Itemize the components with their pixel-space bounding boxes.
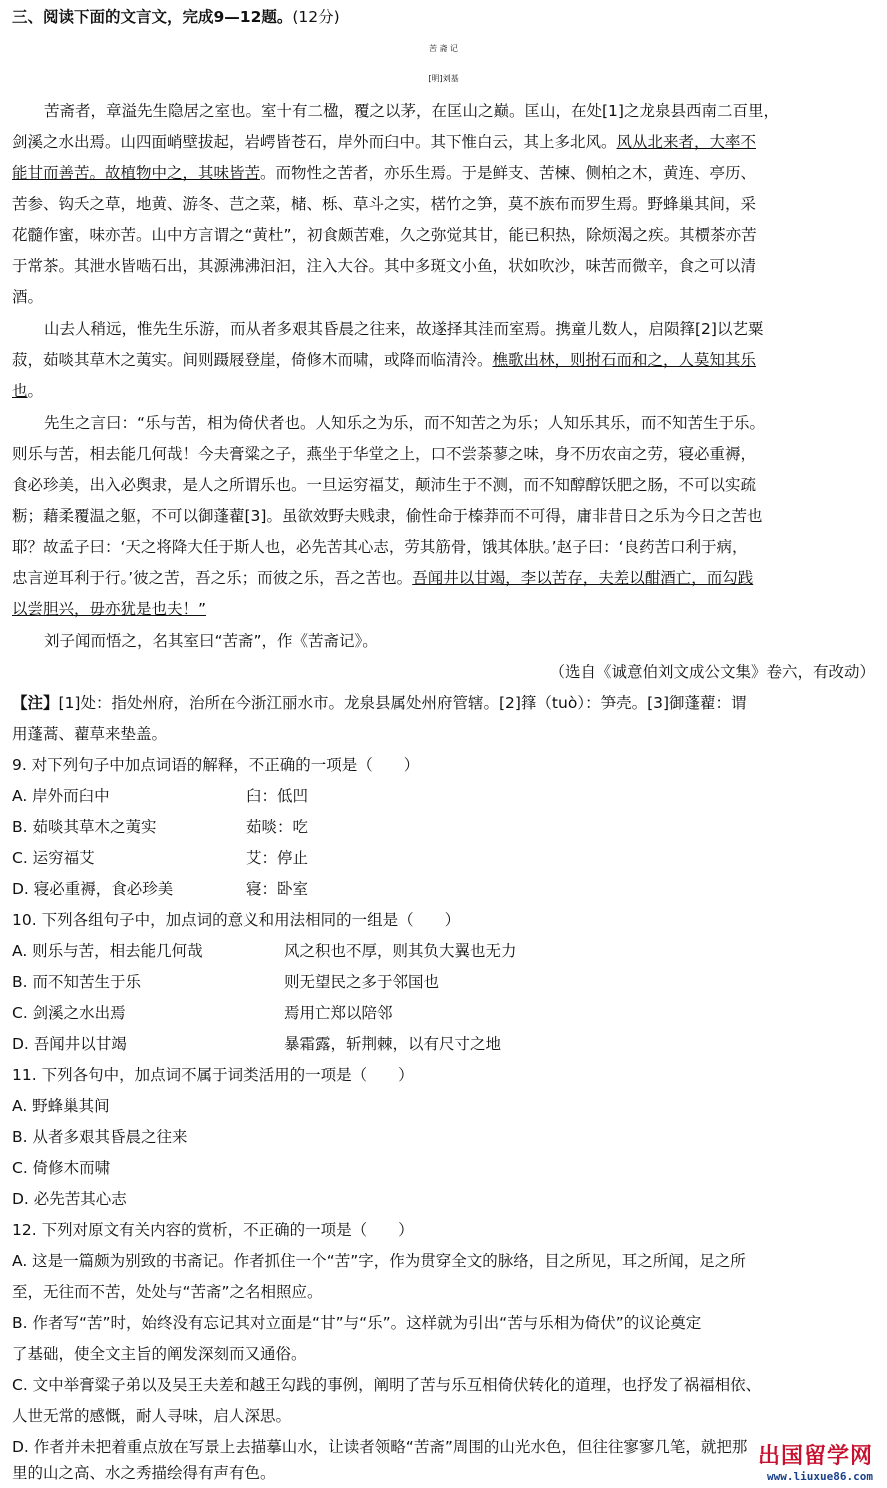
article-line: 耶？故孟子曰：‘天之将降大任于斯人也，必先苦其心志，劳其筋骨，饿其体肤。’赵子曰：‘良药苦口利于病， <box>12 538 748 556</box>
option-note: 则无望民之多于邻国也 <box>284 973 440 991</box>
article-line: 刘子闻而悟之，名其室曰“苦斋”，作《苦斋记》。 <box>44 632 378 650</box>
notes-text: 用蓬蒿、藋草来垫盖。 <box>12 725 168 743</box>
option-line: 里的山之高、水之秀描绘得有声有色。 <box>12 1464 276 1482</box>
article-line <box>12 598 206 620</box>
option-sentence: B. 茹啖其草木之荑实 <box>12 818 157 836</box>
article-line: 食必珍美，出入必舆隶，是人之所谓乐也。一旦运穷福艾，颠沛生于不测，而不知醇醇饫肥之肠，不可以实疏 <box>12 476 757 494</box>
watermark-url: www.liuxue86.com <box>767 1470 873 1483</box>
option-sentence: D. 寝必重褥，食必珍美 <box>12 880 174 898</box>
notes-label: 【注】 <box>12 694 59 712</box>
question-stem: 10. 下列各组句子中，加点词的意义和用法相同的一组是（ ） <box>12 911 461 929</box>
option-sentence: B. 从者多艰其昏晨之往来 <box>12 1128 188 1146</box>
section-title: 三、阅读下面的文言文，完成9—12题。 <box>12 8 293 26</box>
underlined-sentence: 吾闻井以甘竭，李以苦存，夫差以酣酒亡，而勾践 <box>412 569 754 587</box>
article-line: 于常茶。其泄水皆啮石出，其源沸沸汩汩，注入大谷。其中多斑文小鱼，状如吹沙，味苦而微辛，食之可以清 <box>12 257 757 275</box>
underlined-sentence: 以尝胆兴，毋亦犹是也夫！” <box>12 600 207 618</box>
article-line: 花髓作蜜，味亦苦。山中方言谓之“黄杜”，初食颇苦难，久之弥觉其甘，能已积热，除烦渴之疾。其槚茶亦苦 <box>12 226 757 244</box>
option-line: B. 作者写“苦”时，始终没有忘记其对立面是“甘”与“乐”。这样就为引出“苦与乐相为倚伏”的议论奠定 <box>12 1314 702 1332</box>
option-note: 寝：卧室 <box>246 880 309 898</box>
underlined-sentence: 能甘而善苦。故植物中之，其味皆苦 <box>12 164 261 182</box>
option-sentence: C. 运穷福艾 <box>12 849 95 867</box>
option-sentence: B. 而不知苦生于乐 <box>12 973 141 991</box>
option-line: 至，无往而不苦，处处与“苦斋”之名相照应。 <box>12 1283 323 1301</box>
article-line: 剑溪之水出焉。山四面峭壁拔起，岩崿皆苍石，岸外而臼中。其下惟白云，其上多北风。风从北来者，大率不 <box>12 133 757 151</box>
article-line: 也。 <box>12 382 44 400</box>
option-note: 暴霜露，斩荆棘，以有尺寸之地 <box>284 1035 502 1053</box>
question-stem: 9. 对下列句子中加点词语的解释，不正确的一项是（ ） <box>12 756 420 774</box>
option-sentence: D. 吾闻井以甘竭 <box>12 1035 127 1053</box>
article-author: [明]刘基 <box>428 74 459 83</box>
article-line: 苦参、钩夭之草，地黄、游冬、芑之菜，槠、栎、草斗之实，楛竹之笋，莫不族布而罗生焉。野蜂巢其间，采 <box>12 195 757 213</box>
section-heading <box>12 6 340 28</box>
underlined-sentence: 也 <box>12 382 28 400</box>
article-line: 忠言逆耳利于行。’彼之苦，吾之乐；而彼之乐，吾之苦也。吾闻井以甘竭，李以苦存，夫差以酣酒亡，而勾践 <box>12 569 754 587</box>
notes-text: [1]处：指处州府，治所在今浙江丽水市。龙泉县属处州府管辖。[2]箨（tuò）：笋壳。[3]御蓬藋：谓 <box>58 694 747 712</box>
option-sentence: C. 剑溪之水出焉 <box>12 1004 126 1022</box>
watermark-title: 出国留学网 <box>757 1444 873 1469</box>
article-line: 菽，茹啖其草木之荑实。间则蹑屐登崖，倚修木而啸，或降而临清泠。樵歌出林，则拊石而和之，人莫知其乐 <box>12 351 757 369</box>
article-line: 则乐与苦，相去能几何哉！今夫膏粱之子，燕坐于华堂之上，口不尝荼蓼之味，身不历农亩之劳，寝必重褥， <box>12 445 757 463</box>
option-line: C. 文中举膏粱子弟以及吴王夫差和越王勾践的事例，阐明了苦与乐互相倚伏转化的道理，也抒发了祸福相依、 <box>12 1376 762 1394</box>
article-title: 苦 斋 记 <box>428 44 459 53</box>
option-sentence: A. 岸外而臼中 <box>12 787 110 805</box>
article-line: 能甘而善苦。故植物中之，其味皆苦。而物性之苦者，亦乐生焉。于是鲜支、苦楝、侧柏之木，黄连、亭历、 <box>12 164 757 182</box>
option-note: 风之积也不厚，则其负大翼也无力 <box>284 942 517 960</box>
option-line: D. 作者并未把着重点放在写景上去描摹山水，让读者领略“苦斋”周围的山光水色，但往往寥寥几笔，就把那 <box>12 1438 748 1456</box>
article-line: 苦斋者，章溢先生隐居之室也。室十有二楹，覆之以茅，在匡山之巅。匡山，在处[1]之龙泉县西南二百里， <box>44 102 779 120</box>
notes <box>12 692 747 714</box>
article-source: （选自《诚意伯刘文成公文集》卷六，有改动） <box>549 663 875 681</box>
underlined-sentence: 风从北来者，大率不 <box>616 133 757 151</box>
article-line: 酒。 <box>12 288 44 306</box>
option-note: 艾：停止 <box>246 849 309 867</box>
option-note: 焉用亡郑以陪邻 <box>284 1004 393 1022</box>
option-line: 了基础，使全文主旨的阐发深刻而又通俗。 <box>12 1345 307 1363</box>
option-sentence: C. 倚修木而啸 <box>12 1159 111 1177</box>
option-sentence: D. 必先苦其心志 <box>12 1190 127 1208</box>
option-sentence: A. 则乐与苦，相去能几何哉 <box>12 942 203 960</box>
site-watermark <box>758 1446 873 1482</box>
question-stem: 11. 下列各句中，加点词不属于词类活用的一项是（ ） <box>12 1066 414 1084</box>
underlined-sentence: 樵歌出林，则拊石而和之，人莫知其乐 <box>492 351 757 369</box>
question-stem: 12. 下列对原文有关内容的赏析，不正确的一项是（ ） <box>12 1221 414 1239</box>
article-line: 山去人稍远，惟先生乐游，而从者多艰其昏晨之往来，故遂择其洼而室焉。携童儿数人，启陨箨[2]以艺粟 <box>44 320 764 338</box>
option-line: 人世无常的感慨，耐人寻味，启人深思。 <box>12 1407 292 1425</box>
section-score: (12分) <box>292 8 340 26</box>
option-sentence: A. 野蜂巢其间 <box>12 1097 110 1115</box>
article-line: 先生之言曰：“乐与苦，相为倚伏者也。人知乐之为乐，而不知苦之为乐；人知乐其乐，而不知苦生于乐。 <box>44 414 766 432</box>
option-note: 茹啖：吃 <box>246 818 309 836</box>
option-note: 臼：低凹 <box>246 787 309 805</box>
option-line: A. 这是一篇颇为别致的书斋记。作者抓住一个“苦”字，作为贯穿全文的脉络，目之所见，耳之所闻，足之所 <box>12 1252 746 1270</box>
article-line: 粝；藉柔覆温之躯，不可以御蓬藋[3]。虽欲效野夫贱隶，偷性命于榛莽而不可得，庸非昔日之乐为今日之苦也 <box>12 507 763 525</box>
